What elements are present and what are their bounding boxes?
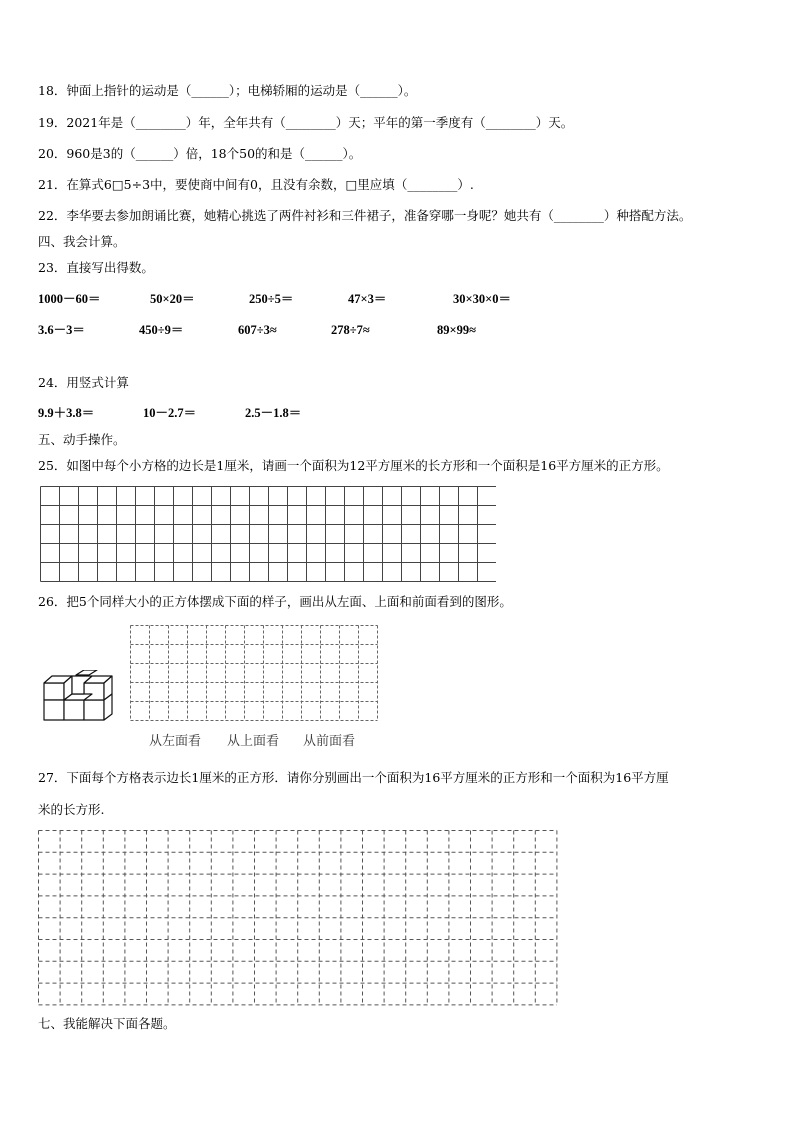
question-21: 21．在算式6□5÷3中，要使商中间有0，且没有余数，□里应填（________）. [38, 177, 474, 192]
caption-top-view: 从上面看 [227, 734, 280, 749]
calc-item: 607÷3≈ [238, 323, 277, 337]
question-22: 22．李华要去参加朗诵比赛，她精心挑选了两件衬衫和三件裙子，准备穿哪一身呢？她共有（________）种搭配方法。 [38, 208, 692, 223]
caption-left-view: 从左面看 [149, 734, 202, 749]
calc-item: 3.6－3＝ [38, 323, 85, 337]
question-27-line1: 27．下面每个方格表示边长1厘米的正方形．请你分别画出一个面积为16平方厘米的正方形和一个面积为16平方厘 [38, 770, 669, 785]
calc-item: 47×3＝ [348, 292, 387, 306]
dashed-grid-views [130, 625, 380, 722]
calc-item: 50×20＝ [150, 292, 195, 306]
question-24: 24．用竖式计算 [38, 375, 129, 390]
calc-item: 250÷5＝ [249, 292, 294, 306]
cube-stack-figure [42, 670, 122, 724]
section-4-heading: 四、我会计算。 [38, 234, 126, 249]
question-23: 23．直接写出得数。 [38, 260, 154, 275]
solid-grid [40, 486, 496, 583]
section-5-heading: 五、动手操作。 [38, 432, 126, 447]
question-26: 26．把5个同样大小的正方体摆成下面的样子，画出从左面、上面和前面看到的图形。 [38, 594, 512, 609]
question-20: 20．960是3的（______）倍，18个50的和是（______）。 [38, 146, 362, 161]
caption-front-view: 从前面看 [303, 734, 356, 749]
calc-item: 89×99≈ [437, 323, 476, 337]
vertical-calc-item: 9.9＋3.8＝ [38, 406, 95, 420]
vertical-calc-item: 10－2.7＝ [143, 406, 197, 420]
question-18: 18．钟面上指针的运动是（______）；电梯轿厢的运动是（______）。 [38, 83, 417, 98]
dashed-grid-answer [38, 830, 558, 1006]
question-19: 19．2021年是（________）年，全年共有（________）天；平年的第一季度有（________）天。 [38, 115, 574, 130]
question-27-line2: 米的长方形. [38, 802, 105, 817]
calc-item: 1000－60＝ [38, 292, 101, 306]
calc-item: 30×30×0＝ [453, 292, 511, 306]
question-25: 25．如图中每个小方格的边长是1厘米，请画一个面积为12平方厘米的长方形和一个面积是16平方厘米的正方形。 [38, 458, 669, 473]
calc-item: 278÷7≈ [331, 323, 370, 337]
vertical-calc-item: 2.5－1.8＝ [245, 406, 302, 420]
section-7-heading: 七、我能解决下面各题。 [38, 1016, 176, 1031]
calc-item: 450÷9＝ [139, 323, 184, 337]
